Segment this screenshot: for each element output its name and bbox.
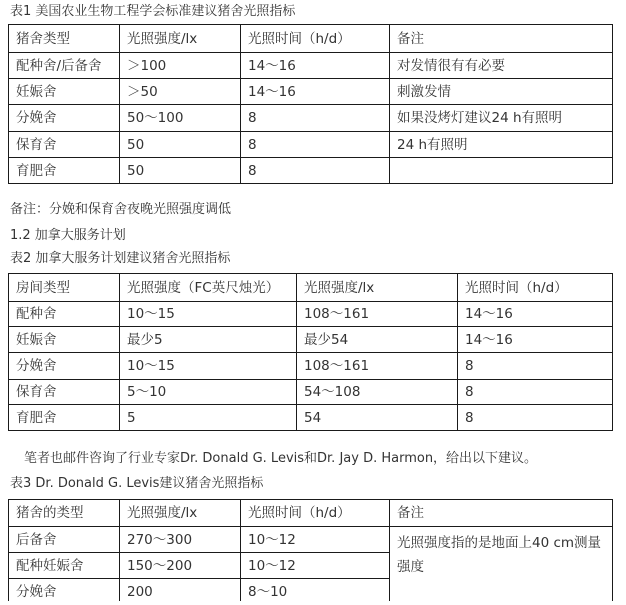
page-crop-edge [0,601,626,605]
table3-header-cell: 光照时间（h/d） [241,500,390,527]
table3-cell: 分娩舍 [9,579,120,605]
section-heading: 1.2 加拿大服务计划 [10,228,126,243]
table-row [9,405,613,431]
table1-cell: 对发情很有有必要 [390,53,613,79]
table1-cell [390,158,613,184]
table-row [9,353,613,380]
table2-header-cell: 光照强度/lx [297,274,458,302]
table1-cell: 如果没烤灯建议24 h有照明 [390,105,613,132]
table1-header-cell: 备注 [390,25,613,53]
table3-header-cell: 备注 [390,500,613,527]
table2-cell: 14～16 [458,302,613,327]
table1-header-cell: 猪舍类型 [9,25,120,53]
table3-cell: 8～10 [241,579,390,605]
table2-cell: 分娩舍 [9,353,120,380]
table1-cell: 50 [120,158,241,184]
table1-cell: 14～16 [241,79,390,105]
table-row [9,158,613,184]
table-row [9,527,613,553]
table1-cell: 8 [241,105,390,132]
table1-cell: 保育舍 [9,132,120,158]
table3-caption: 表3 Dr. Donald G. Levis建议猪舍光照指标 [10,476,264,491]
table1-cell: 分娩舍 [9,105,120,132]
table2-cell: 妊娠舍 [9,327,120,353]
table2-header-cell: 光照时间（h/d） [458,274,613,302]
table2-cell: 10～15 [120,302,297,327]
table3-header-cell: 猪舍的类型 [9,500,120,527]
table1-header-row [9,25,613,53]
table1-cell: 8 [241,158,390,184]
table2-header-row [9,274,613,302]
table1-cell: 24 h有照明 [390,132,613,158]
table1-cell: 妊娠舍 [9,79,120,105]
table3-cell: 后备舍 [9,527,120,553]
table1-cell: 8 [241,132,390,158]
table1-cell: 刺激发情 [390,79,613,105]
table1-cell: 育肥舍 [9,158,120,184]
table-row [9,105,613,132]
table1-caption: 表1 美国农业生物工程学会标准建议猪舍光照指标 [10,4,296,19]
table3-cell: 配种妊娠舍 [9,553,120,579]
table1-cell: 配种舍/后备舍 [9,53,120,79]
body-paragraph: 笔者也邮件咨询了行业专家Dr. Donald G. Levis和Dr. Jay D. Harmon，给出以下建议。 [24,451,538,466]
table-row [9,380,613,405]
table2-cell: 108～161 [297,353,458,380]
table3-header-cell: 光照强度/lx [120,500,241,527]
table1 [8,24,613,184]
table3 [8,499,613,605]
table1-header-cell: 光照强度/lx [120,25,241,53]
table1-cell: ＞50 [120,79,241,105]
table2-cell: 8 [458,353,613,380]
table2-cell: 配种舍 [9,302,120,327]
table1-cell: 50～100 [120,105,241,132]
table-row [9,79,613,105]
table2-cell: 14～16 [458,327,613,353]
table-row [9,53,613,79]
table3-cell: 270～300 [120,527,241,553]
table2-cell: 108～161 [297,302,458,327]
table3-cell: 200 [120,579,241,605]
table2-cell: 8 [458,405,613,431]
table2-cell: 育肥舍 [9,405,120,431]
table1-cell: 14～16 [241,53,390,79]
table2-cell: 最少54 [297,327,458,353]
table1-footnote: 备注：分娩和保育舍夜晚光照强度调低 [10,202,232,217]
table3-cell: 150～200 [120,553,241,579]
table2 [8,273,613,431]
table2-cell: 8 [458,380,613,405]
table2-cell: 54～108 [297,380,458,405]
table3-cell: 10～12 [241,553,390,579]
table3-cell: 10～12 [241,527,390,553]
table2-cell: 保育舍 [9,380,120,405]
table1-cell: ＞100 [120,53,241,79]
table2-cell: 54 [297,405,458,431]
table-row [9,132,613,158]
table2-cell: 5～10 [120,380,297,405]
table1-cell: 50 [120,132,241,158]
table2-cell: 10～15 [120,353,297,380]
table2-cell: 5 [120,405,297,431]
table-row [9,327,613,353]
table-row [9,302,613,327]
table3-merged-note: 光照强度指的是地面上40 cm测量强度 [390,527,613,605]
table2-caption: 表2 加拿大服务计划建议猪舍光照指标 [10,251,231,266]
table3-header-row [9,500,613,527]
table1-header-cell: 光照时间（h/d） [241,25,390,53]
table2-cell: 最少5 [120,327,297,353]
table2-header-cell: 光照强度（FC英尺烛光） [120,274,297,302]
table2-header-cell: 房间类型 [9,274,120,302]
